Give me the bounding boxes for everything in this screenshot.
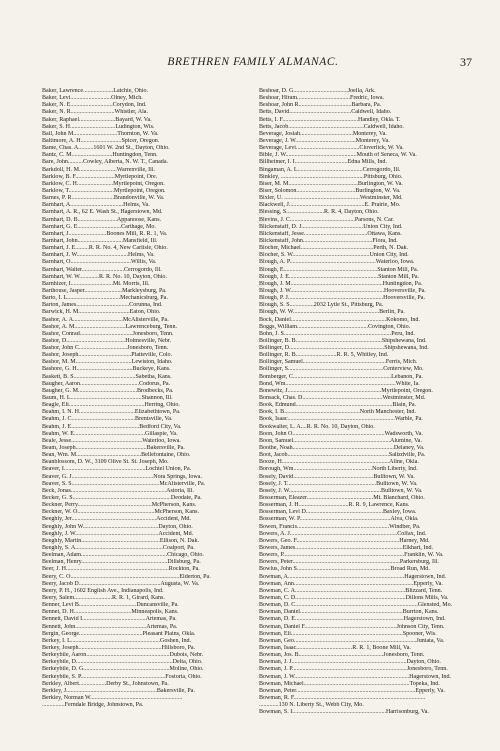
directory-entry: Beelman, Adam.........................................................Chicago, Ohio.	[42, 552, 204, 559]
directory-entry: Barnes, P. R............................Brandonville, W. Va.	[42, 195, 165, 202]
directory-entry: Bowman, D. E........................................................................Hagerstown, Ind.	[259, 616, 446, 623]
directory-entry: Blough, A. P.........................................................Waterloo, Iowa.	[259, 259, 415, 266]
directory-entry: Berkey, Joseph.......................................................Hillsboro, Pa.	[42, 644, 196, 651]
directory-entry: Booze, H.......................................................................Aline, Okla.	[259, 459, 419, 466]
page-number: 37	[460, 55, 472, 69]
directory-entry: Bean, Wm. M...........................................Bellefontaine, Ohio.	[42, 452, 191, 459]
directory-entry: Bowers, Peter.......................................................................Parkersburg, Ill.	[259, 559, 439, 566]
directory-entry: Blough, S. S................2032 Lytle St., Pittsburg, Pa.	[259, 302, 384, 309]
directory-entry: Bond, Wm.........................................................................White, Ia.	[259, 380, 420, 387]
directory-entry: Bame, Chas. A..........1601 W. 2nd St., Dayton, Ohio.	[42, 145, 170, 152]
directory-entry: Bonewitz, J..............................................................Myrtlepoint, Oregon.	[259, 387, 433, 394]
directory-entry: Baker, S. H..............................Ludington, Wis.	[42, 123, 155, 130]
directory-entry: Bowers, P................................................................................Franklin, W. Va.	[259, 552, 444, 559]
directory-entry: Barkdoll, H. M.........................Warrenville, Ill.	[42, 166, 156, 173]
directory-entry: Bashore, G. H.....................................Buckeye, Kans.	[42, 366, 171, 373]
directory-entry: Beshoar, D. G....................................Joella, Ark.	[259, 88, 376, 94]
directory-entry: Blough, J. E...........................................................Stanton Mill, Pa.	[259, 273, 420, 280]
directory-entry: Bosserman, J. H.................................R. R. 9, Lawrence, Kans.	[259, 502, 410, 509]
directory-entry: Bowers, A. J.......................................................................Colfax, Ind.	[259, 530, 427, 537]
directory-entry: Berkeybile, D................................................................Delta, Ohio.	[42, 659, 203, 666]
directory-entry: Blackwell, J..................................................E. Prairie, Mo.	[259, 202, 401, 209]
directory-column-left	[42, 88, 257, 709]
directory-entry: Baum, H. L...............................................Shannon, Ill.	[42, 395, 173, 402]
directory-entry: Beeghly, John W..................................................Dayton, Ohio.	[42, 523, 193, 530]
directory-entry: Baker, N. E............................Corydon, Ind.	[42, 102, 147, 109]
directory-entry: Boot, Jacob...................................................................Saltzdville, Pa.	[259, 452, 426, 459]
directory-entry: Billheimer, I. I...................................Edna Mills, Ind.	[259, 159, 387, 166]
directory-entry: Bollinger, D...............................................................Shipshewana, Ind.	[259, 345, 429, 352]
directory-entry: Bowman, C. D.........................................................................Dillons Mills, Va.	[259, 594, 449, 601]
directory-entry: Beaver, S. S..........................................................McAlisterville, Pa.	[42, 480, 206, 487]
directory-entry: Ball, John M.............................Thornton, W. Va.	[42, 130, 159, 137]
directory-entry: Bowers, Geo. F....................................................................Harney, Md.	[259, 537, 430, 544]
directory-entry: Bowers, James.......................................................................Elkhart, Ind.	[259, 545, 434, 551]
directory-entry: Book, I. B..................................................North Manchester, Ind.	[259, 409, 416, 416]
directory-entry: Barnhart, D. B..........................Appanoose, Kans.	[42, 216, 162, 223]
directory-entry: Beaver, G. J......................................................Nora Springs, Iowa.	[42, 473, 202, 480]
directory-entry: Barnhart, A...................................Helms, Va.	[42, 202, 150, 209]
directory-entry: Blough, J. M.............................................................Huntingdon, Pa.	[259, 280, 423, 287]
directory-entry: Bennett, David I..........................................Artemas, Pa.	[42, 616, 177, 623]
directory-entry: Becker, G. S.................................................................Deodate, Pa.	[42, 495, 202, 502]
directory-entry: Book, Edmund................................................................Blain, Pa.	[259, 402, 417, 409]
directory-entry: Blessing, S.........................R. R. 4, Dayton, Ohio.	[259, 209, 379, 216]
directory-entry: Beanblossom, D. W., 3109 Olive St. St. Joseph, Mo.	[42, 459, 169, 466]
directory-entry: Boothe, Noah...................................................................Delaney, Va.	[259, 445, 425, 452]
directory-entry: Beckner, W. O...................................................McPherson, Kans.	[42, 509, 199, 516]
directory-entry: Beshoar, Hiram...................................Fredric, Iowa.	[259, 95, 385, 102]
directory-entry: Bosely, J. W.............................................................Bulltown, W. Va.	[259, 487, 423, 494]
directory-entry: Berkley, J............................................................Bakersville, Pa.	[42, 687, 195, 694]
directory-entry: Berkeybile, S. P........................................................Fostoria, Ohio.	[42, 673, 202, 680]
directory-entry: Bennett, John...............................................Artemas, Pa.	[42, 623, 178, 630]
directory-entry: Beverage, Levi..........................................Cloverlick, W. Va.	[259, 145, 404, 152]
directory-entry: Barnhizer, I............................Mt. Morris, Ill.	[42, 280, 150, 287]
directory-entry: Barklow, T..............................Myrtlepoint, Oregon.	[42, 187, 166, 194]
directory-entry: Bosserman, Eleazer............................................Mt. Blanchard, Ohio.	[259, 495, 425, 502]
directory-entry: Baugher, G. M.......................................Brodbecks, Pa.	[42, 387, 174, 394]
directory-entry: Bowman, C. A.........................................................................Blizzard, Tenn.	[259, 587, 443, 594]
directory-entry: Blickenstaff, John..............................................Flora, Ind.	[259, 237, 398, 244]
directory-entry: Barnhart, J.........................Boones Mill, R. R. 1, Va.	[42, 230, 168, 237]
directory-entry: Bookwalter, L. A....R. R. No. 10, Dayton, Ohio.	[259, 423, 375, 430]
directory-entry: Beahm, J. E.............................................Bedford City, Va.	[42, 423, 182, 430]
directory-entry: Bowman, Michael......................................................................Topeka, Ind.	[259, 680, 440, 687]
directory-entry: Barton, James...................................Corunna, Ind.	[42, 302, 163, 309]
directory-entry: Baugher, Aaron.......................................Codorus, Pa.	[42, 380, 171, 387]
directory-entry: Bowman, R. F.......................................................................................	[259, 694, 426, 701]
directory-entry: Bollinger, B. B.........................................................Shipshewana, Ind.	[259, 337, 427, 344]
directory-entry: Boon, John O.............................................................Wadsworth, Va.	[259, 430, 423, 437]
directory-entry: Bowman, D. C.................................................................................Glensted, Mo.	[259, 602, 453, 609]
directory-entry: Beeghly, S. A..........................................................Coalport, Pa.	[42, 545, 195, 551]
directory-entry: Blocher, S. W...................................................Union City, Ind.	[259, 252, 409, 259]
directory-entry: Beelman, Henry.........................................................Dillsburg, Pa.	[42, 559, 201, 566]
directory-entry: Beery, C. O........................................................................Elderton, Pa.	[42, 573, 211, 580]
directory-entry: Barto, I. L...................................Mechanicsburg, Pa.	[42, 295, 168, 302]
directory-entry: Bollinger, Samuel.......................................................Ferris, Mich.	[259, 359, 418, 366]
directory-entry: Betts, Jacob..................................................Caldwell, Idaho.	[259, 123, 404, 130]
directory-entry: Beery, P. H., 1602 English Ave., Indianapolis, Ind.	[42, 587, 164, 594]
directory-entry: Bergin, George..........................................Pleasant Plains, Okla.	[42, 630, 196, 637]
directory-entry: Book, Isaac.......................................................................Warble, Pa.	[259, 416, 423, 423]
directory-entry: Beeghly, J. W.......................................................Accident, Md.	[42, 530, 194, 537]
directory-entry: Bonsack, Chas. D.....................................................Westminster, Md.	[259, 395, 426, 402]
directory-entry: Bashor, A. M..................................Lawrenceburg, Tenn.	[42, 323, 177, 330]
directory-entry: Bashor, M. M.....................................Lewiston, Idaho.	[42, 359, 173, 366]
directory-entry: Beeghly, Martin....................................................Ellison, N. Dak.	[42, 537, 199, 544]
directory-column-right	[259, 88, 474, 716]
directory-entry: Baltimore, A. H...........................Spicer, Oregon.	[42, 137, 160, 144]
directory-entry: Blough, P. J...............................................................Hooversville, Pa.	[259, 295, 425, 302]
directory-entry: Bashor, John C................................Jonesboro, Tenn.	[42, 345, 169, 352]
directory-entry: Bingaman, A. L...........................................Cerrogordo, Ill.	[259, 166, 401, 173]
directory-entry: Bomberger, C.................................................................Lebanon, Pa.	[259, 373, 423, 380]
directory-entry: Barklow, B. F..........................Myrtlepoint, Ore.	[42, 173, 158, 180]
directory-entry: Berkeybile, Aaron.......................................................Dubois, Nebr.	[42, 652, 204, 659]
directory-entry: Beahm, W. E...............................................Gillaspie, Va.	[42, 430, 178, 437]
directory-entry: Bixler, U. ..................................................Westminster, Md.	[259, 195, 403, 202]
directory-entry: Betts, David.........................................Caldwell, Idaho.	[259, 109, 392, 116]
directory-entry: Bashor, A. A.................................McAlisterville, Pa.	[42, 316, 169, 323]
directory-entry: Bowman, Daniel....................................................................Burrton, Kans.	[259, 609, 439, 616]
directory-entry: Bosserman, Levi D...................................................Baxley, Iowa.	[259, 509, 417, 516]
directory-entry: Bosely, J. T...........................................................Bulltown, W. Va.	[259, 480, 418, 487]
directory-entry: Barnhart, W. W.............R. R. No. 10, Dayton, Ohio.	[42, 273, 167, 280]
directory-entry: Bowman, Jos. B........................................................Jonesboro, Tenn.	[259, 652, 425, 659]
directory-entry: Beaver, I......................................................Lochiel Union, Pa.	[42, 466, 192, 473]
directory-entry: ...............Ferndale Bridge, Johnstown, Pa.	[42, 702, 144, 709]
directory-entry: Beer, J. H....................................................................Rockton, Pa.	[42, 566, 200, 573]
directory-entry: Beagle, Eli..................................................Herring, Ohio.	[42, 402, 180, 409]
directory-entry: Bowman, J. P............................................................................Jonesboro, Tenn.	[259, 666, 448, 673]
directory-entry: Barklow, C. H........................Myrtlepoint, Oregon.	[42, 180, 165, 187]
directory-entry: Beckner, Perry.................................................McPherson, Kans.	[42, 502, 197, 509]
directory-entry: Biser, Solomon.......................................Burlington, W. Va.	[259, 187, 401, 194]
directory-entry: Barthouse, Jasper.........................Markleysburg, Pa.	[42, 287, 167, 294]
directory-entry: Boggs, William...............................................Covington, Ohio.	[259, 323, 411, 330]
directory-entry: Blickenstaff, D. J.........................................Union City, Ind.	[259, 223, 403, 230]
directory-entry: Bowman, J. W............................................................................Hagerstown, Ind.	[259, 673, 451, 680]
directory-entry: Baker, N. R.............................Whistler, Ala.	[42, 109, 148, 116]
page-header	[28, 56, 478, 74]
directory-entry: Beck, Jonas...............................................................Astoria, Ill.	[42, 487, 194, 494]
directory-entry: Beahm, I. N. H.....................................Elizabethtown, Pa.	[42, 409, 181, 416]
directory-entry: Berkley, Norman W.............................................................	[42, 694, 183, 701]
directory-entry: Bashor, Joseph...................................Platteville, Colo.	[42, 352, 173, 359]
directory-entry: Bowman, Isaac.....................................R. R. 1, Boone Mill, Va.	[259, 644, 411, 651]
directory-entry: Bohn, J. S.......................................................................Peru, Ind.	[259, 330, 415, 337]
directory-entry: Bock, Daniel...............................................................Kokomo, Ind.	[259, 316, 420, 323]
directory-entry: Berkeybile, D. G.........................................................Moline, Ohio.	[42, 666, 204, 673]
directory-entry: Bible, J. W...............................................Mouth of Seneca, W. Va.	[259, 152, 417, 159]
directory-entry: Beshoar, John R...................................Barbara, Pa.	[259, 102, 382, 109]
directory-entry: Beverage, J. W........................................Monterey, Va.	[259, 137, 390, 144]
directory-entry: Barnhart, A. R., 62 E. Wash St., Hagerstown, Md.	[42, 209, 163, 216]
directory-entry: Bare, John..........Cowley, Alberta, N. W. T., Canada.	[42, 159, 169, 166]
directory-entry: Bowman, Peter...............................................................................Epperly, Va.	[259, 687, 445, 694]
directory-entry: .............130 N. Liberty St., Webb City, Mo.	[259, 702, 364, 709]
directory-entry: Baker, Lawrence....................Latchie, Ohio.	[42, 88, 149, 94]
directory-entry: Blough, E..............................................................Stanton Mill, Pa.	[259, 266, 419, 273]
directory-entry: Beahm, J. C..........................................Brentsville, Va.	[42, 416, 173, 423]
directory-entry: Benner, Levi B......................................Duncansville, Pa.	[42, 602, 179, 609]
directory-entry: Betts, I. F..................................................Handley, Okla. T.	[259, 116, 401, 123]
directory-entry: Beam, Joseph...............................................Bakersville, Pa.	[42, 445, 185, 452]
directory-entry: Blough, J. W..............................................................Hooversville, Pa.	[259, 287, 426, 294]
directory-entry: Bosserman, W. P............................................................Alva, Okla.	[259, 516, 419, 523]
directory-entry: Bowman, Geo.................................................................................Juniata, Va.	[259, 637, 445, 644]
directory-entry: Beery, Jacob D......................................................Augusta, W. Va.	[42, 580, 200, 587]
directory-entry: Barwick, H. M..................................Eaton, Ohio.	[42, 309, 161, 316]
directory-entry: Boon, Samuel................................................................Alumine, Va.	[259, 437, 422, 444]
directory-entry: Bowman, A.............................................................................Hagerstown, Ind.	[259, 573, 447, 580]
directory-entry: Barnhart, Walter............................Cerrogordo, Ill.	[42, 266, 162, 273]
directory-entry: Binkley, .......................................................Pittsburg, Ohio.	[259, 173, 403, 180]
directory-entry: Bowman, Ann...............................................................................Epperly, Va.	[259, 580, 443, 587]
directory-entry: Bollinger, S...............................................................Centerview, Mo.	[259, 366, 424, 373]
directory-entry: Biser, M. M..............................................Burlington, W. Va.	[259, 180, 403, 187]
directory-entry: Barnhart, J. E.........R. R. No. 4, New Carlisle, Ohio.	[42, 245, 168, 252]
directory-entry: Beale, Jesse...............................................Waterloo, Iowa.	[42, 437, 181, 444]
directory-entry: Bollinger, R. B...........................R. R. 5, Whitley, Ind.	[259, 352, 389, 359]
directory-entry: Bashor, D.......................................Holmesville, Nebr.	[42, 337, 172, 344]
directory-entry: Bowman, J. J............................................................................Dayton, Ohio.	[259, 659, 441, 666]
directory-entry: Berkey, I. L...........................................................Goshen, Ind.	[42, 637, 192, 644]
directory-entry: Bantz, C. M...........................Huntingdon, Tenn.	[42, 152, 158, 159]
directory-entry: Borough, Wm....................................................North Liberty, Ind.	[259, 466, 418, 473]
directory-entry: Bennet, D. H......................................Minneapolis, Kans.	[42, 609, 179, 616]
directory-entry: Beery, Salem.........................R. R. 1, Girard, Kans.	[42, 594, 165, 601]
running-title: BRETHREN FAMILY ALMANAC.	[167, 56, 339, 68]
directory-entry: Barnhart, G. E.............................Carthage, Mo.	[42, 223, 156, 230]
directory-entry: Berkley, Albert..................Derby St., Johnstown, Pa.	[42, 680, 169, 687]
directory-entry: Baskett, B. S.........................................Sabetha, Kans.	[42, 373, 172, 380]
directory-entry: Beeghly, Jer........................................................Accident, Md.	[42, 516, 191, 523]
directory-entry: Bowlus, John S..............................................................Broad Run, Md.	[259, 566, 430, 573]
directory-entry: Beverage, Josiah...................................Monterey, Va.	[259, 130, 387, 137]
directory-entry: Blocher, Michael................................................Perth, N. Dak.	[259, 245, 409, 252]
directory-entry: Blevins, J. C...........................................Parsons, N. Car.	[259, 216, 395, 223]
directory-entry: Bowman, S. I..............................................................Harrisonburg, Va.	[259, 709, 429, 716]
directory-entry: Barnhart, O........................................Willis, Va.	[42, 259, 157, 266]
directory-entry: Blickenstaff, Jesse..........................................Ottawa, Kans.	[259, 230, 402, 237]
directory-entry: Bowman, Daniel F.............................................................Johnson City, Tenn.	[259, 623, 445, 630]
directory-entry: Bowman, Eli..........................................................................Spooner, Wis.	[259, 630, 437, 637]
directory-entry: Baker, Raphael........................Bayard, W. Va.	[42, 116, 152, 123]
directory-entry: Barnhart, J. W..................................Helms, Va.	[42, 252, 155, 259]
directory-entry: Bosely, David.....................................................Bulltown, W. Va.	[259, 473, 415, 480]
directory-entry: Barnhart, John..............................Mansfield, Ill.	[42, 237, 158, 244]
directory-entry: Baker, Levi...........................Olney, Mich.	[42, 95, 143, 102]
directory-entry: Blough, W. W.........................................................Berlin, Pa.	[259, 309, 405, 316]
directory-entry: Bowen, Francis.............................................................Windber, Pa.	[259, 523, 421, 530]
directory-entry: Bashor, Conrad...................................Jonesboro, Tenn.	[42, 330, 174, 337]
